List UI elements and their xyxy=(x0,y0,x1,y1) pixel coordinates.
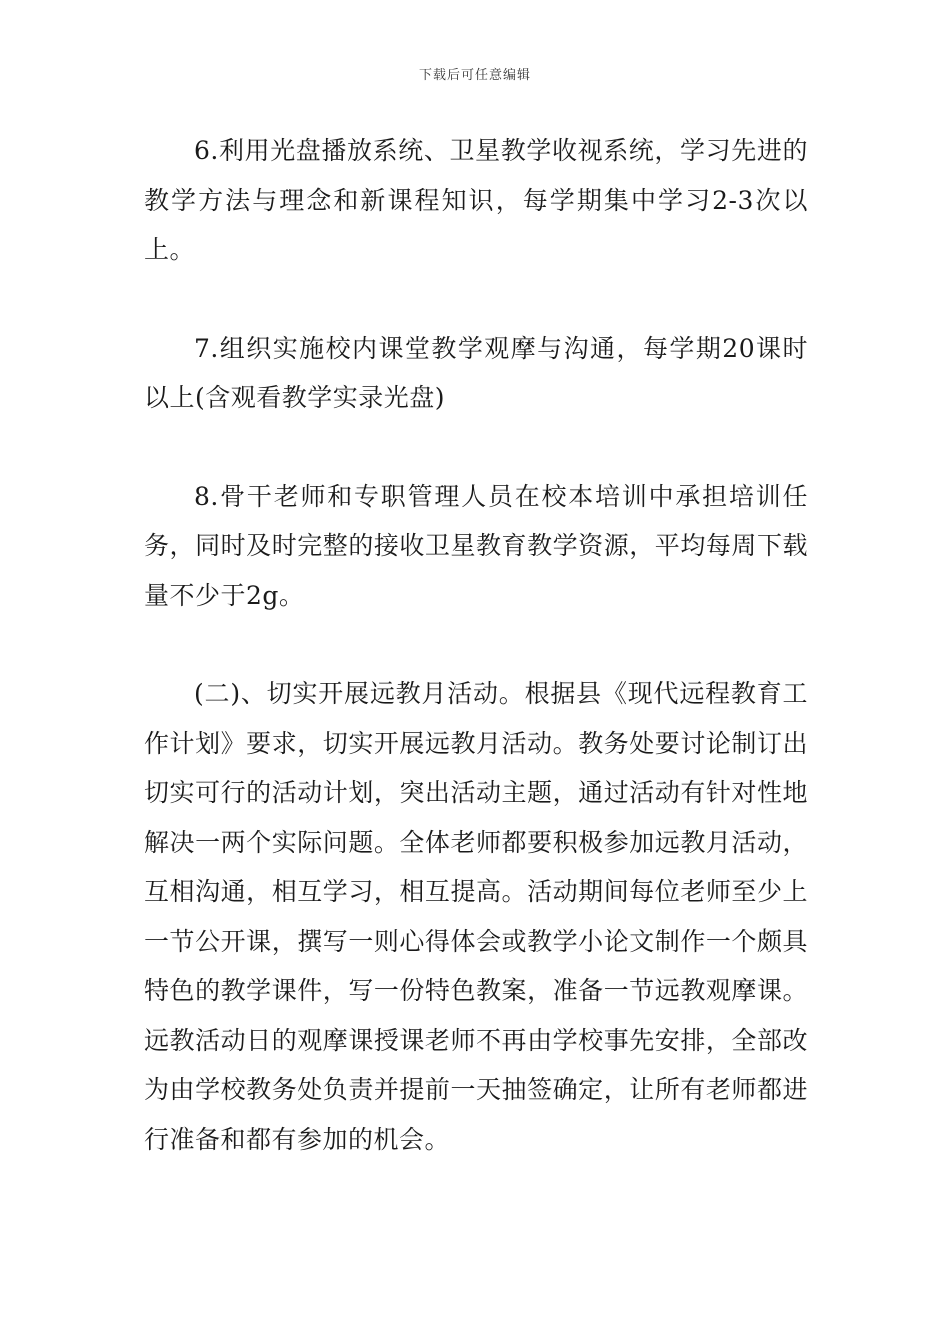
paragraph-item-7: 7.组织实施校内课堂教学观摩与沟通，每学期20课时以上(含观看教学实录光盘) xyxy=(144,333,808,412)
page-header: 下载后可任意编辑 xyxy=(418,68,531,83)
paragraph-section-2: (二)、切实开展远教月活动。根据县《现代远程教育工作计划》要求，切实开展远教月活动。教务处要讨论制订出切实可行的活动计划，突出活动主题，通过活动有针对性地解决一两个实际问题。全体老师都要积极参加远教月活动，互相沟通，相互学习，相互提高。活动期间每位老师至少上一节公开课，撰写一则心得体会或教学小论文制作一个颇具特色的教学课件，写一份特色教案，准备一节远教观摩课。远教活动日的观摩课授课老师不再由学校事先安排，全部改为由学校教务处负责并提前一天抽签确定，让所有老师都进行准备和都有参加的机会。 xyxy=(144,679,808,1154)
paragraph-gap xyxy=(144,620,808,669)
paragraph-gap xyxy=(144,275,808,324)
paragraph-gap xyxy=(144,423,808,472)
paragraph-item-6: 6.利用光盘播放系统、卫星教学收视系统，学习先进的教学方法与理念和新课程知识，每学期集中学习2-3次以上。 xyxy=(144,136,808,264)
document-body xyxy=(144,126,808,1164)
paragraph-item-8: 8.骨干老师和专职管理人员在校本培训中承担培训任务，同时及时完整的接收卫星教育教学资源，平均每周下载量不少于2g。 xyxy=(144,481,808,610)
